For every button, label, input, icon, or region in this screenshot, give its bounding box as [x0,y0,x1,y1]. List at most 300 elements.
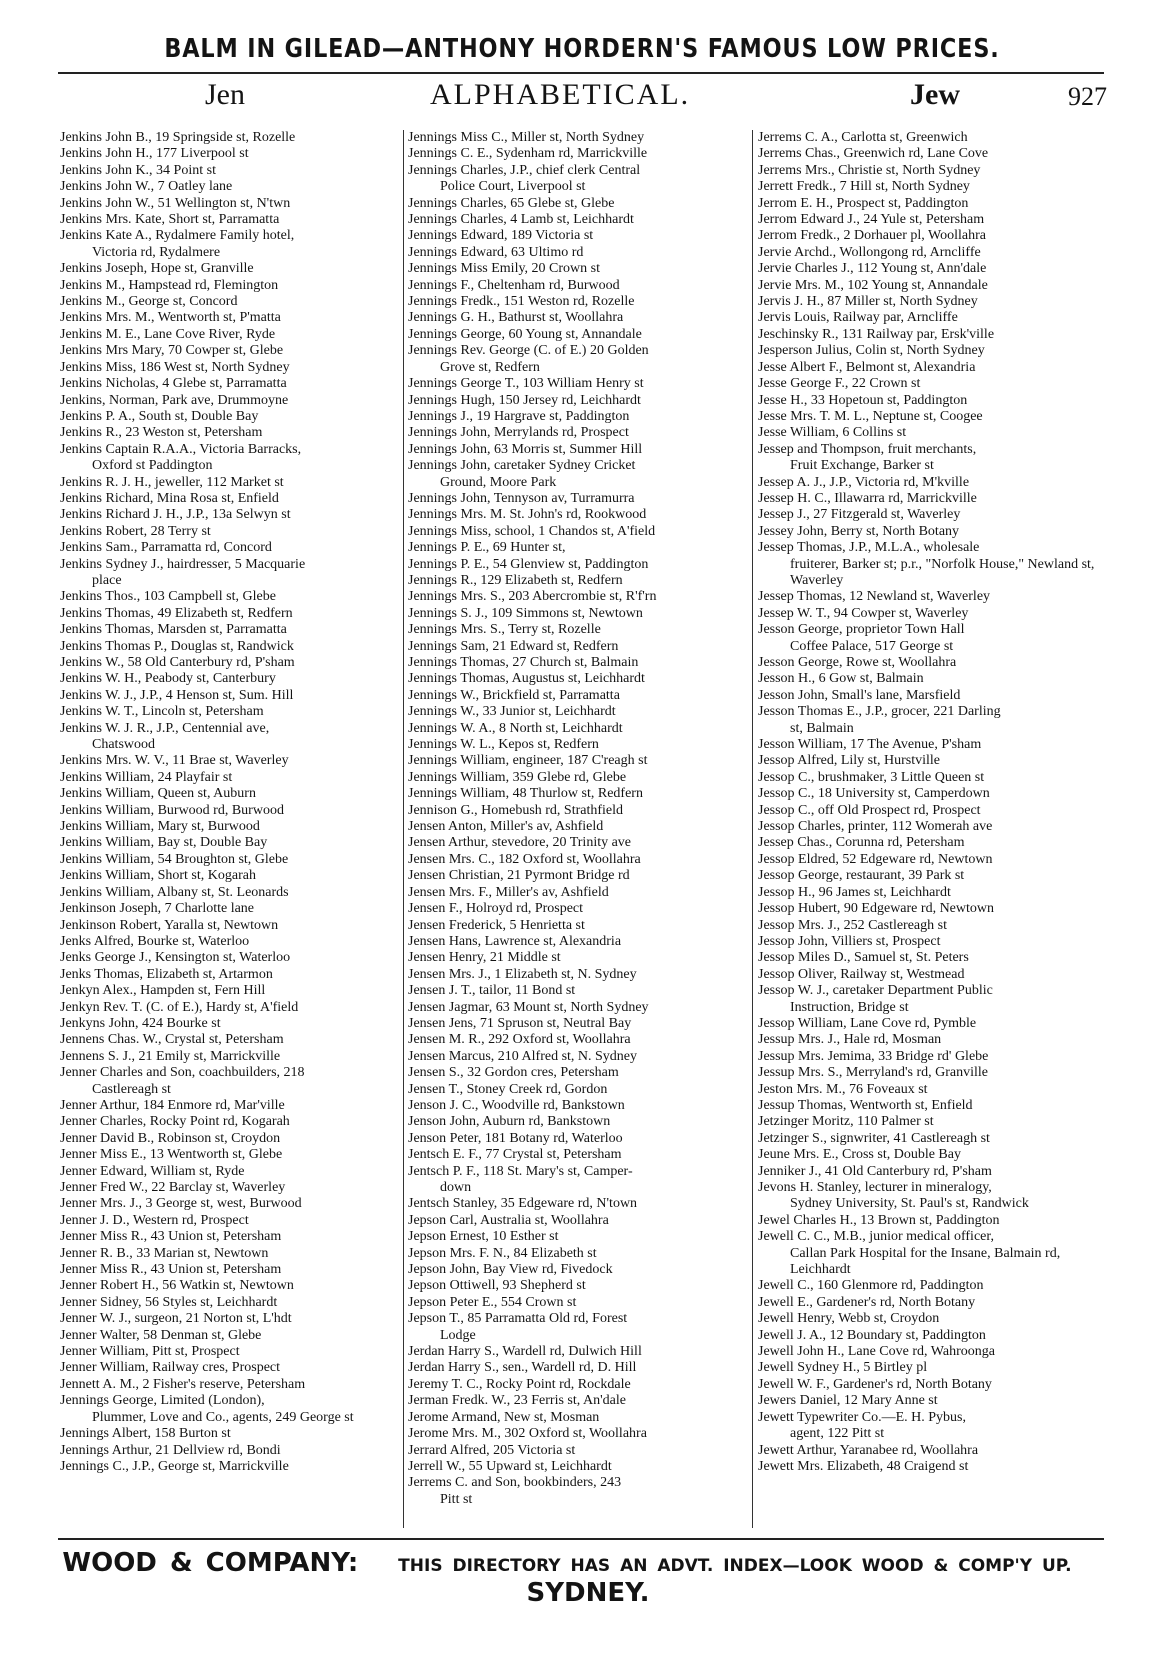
entry-text: Jenks Alfred, Bourke st, Waterloo [60,933,250,949]
entry-text: Jennings Mrs. S., 203 Abercrombie st, R'f'rn [408,589,657,605]
column-divider [752,130,753,1528]
directory-entry [408,606,748,622]
entry-continuation: Victoria rd, Rydalmere [92,244,221,260]
directory-entry [758,261,1108,277]
entry-text: Jenkyn Alex., Hampden st, Fern Hill [60,983,266,999]
entry-text: Jensen T., Stoney Creek rd, Gordon [408,1081,608,1097]
directory-entry [408,524,748,540]
directory-entry [758,622,1108,655]
directory-entry [408,1065,748,1081]
entry-text: Jessop Charles, printer, 112 Womerah ave [758,819,993,835]
directory-entry [60,130,400,146]
entry-text: Jenkins Mrs. Kate, Short st, Parramatta [60,212,280,228]
entry-text: Jensen M. R., 292 Oxford st, Woollahra [408,1032,631,1048]
entry-text: Jennings Hugh, 150 Jersey rd, Leichhardt [408,392,641,408]
directory-entry [758,1147,1108,1163]
header-first-word: Jen [205,78,245,111]
entry-text: Jenner William, Pitt st, Prospect [60,1344,240,1360]
entry-text: Jentsch P. F., 118 St. Mary's st, Camper- [408,1163,633,1179]
directory-entry [60,1065,400,1098]
directory-entry [758,409,1108,425]
directory-entry [60,1000,400,1016]
directory-entry [60,1393,400,1426]
directory-entry [60,967,400,983]
entry-text: Jesse H., 33 Hopetoun st, Paddington [758,392,968,408]
entry-text: Jerrom Fredk., 2 Dorhauer pl, Woollahra [758,228,986,244]
directory-entry [60,179,400,195]
directory-entry [60,803,400,819]
entry-text: Jenkins Thomas P., Douglas st, Randwick [60,638,294,654]
entry-continuation: down [440,1180,472,1195]
directory-entry [758,294,1108,310]
entry-text: Jepson T., 85 Parramatta Old rd, Forest [408,1311,628,1327]
entry-text: Jeune Mrs. E., Cross st, Double Bay [758,1147,961,1163]
entry-text: Jenkins William, 54 Broughton st, Glebe [60,851,289,867]
directory-entry [758,1393,1108,1409]
directory-entry [60,1278,400,1294]
directory-entry [408,146,748,162]
entry-text: Jesson William, 17 The Avenue, P'sham [758,737,982,753]
entry-text: Jessop Oliver, Railway st, Westmead [758,966,965,982]
entry-text: Jenner William, Railway cres, Prospect [60,1360,281,1376]
directory-entry [758,786,1108,802]
entry-text: Jennings John, Tennyson av, Turramurra [408,490,635,506]
entry-text: Jenkins W. J. R., J.P., Centennial ave, [60,720,270,736]
entry-text: Jerdan Harry S., Wardell rd, Dulwich Hill [408,1344,642,1360]
entry-text: Jepson John, Bay View rd, Fivedock [408,1262,613,1278]
directory-entry [758,360,1108,376]
directory-entry [758,425,1108,441]
entry-text: Jenkins P. A., South st, Double Bay [60,408,259,424]
entry-text: Jesse William, 6 Collins st [758,425,907,441]
entry-text: Jenner Miss R., 43 Union st, Petersham [60,1262,282,1278]
entry-text: Jenkins Sydney J., hairdresser, 5 Macquarie [60,556,306,572]
entry-text: Jennings George T., 103 William Henry st [408,376,644,392]
directory-entry [758,655,1108,671]
entry-text: Jessop C., brushmaker, 3 Little Queen st [758,769,985,785]
directory-entry [60,589,400,605]
directory-entry [60,409,400,425]
entry-text: Jensen Christian, 21 Pyrmont Bridge rd [408,868,630,884]
directory-entry [408,770,748,786]
entry-continuation: agent, 122 Pitt st [790,1426,885,1442]
directory-entry [408,343,748,376]
entry-text: Jenner Sidney, 56 Styles st, Leichhardt [60,1294,278,1310]
entry-text: Jenson J. C., Woodville rd, Bankstown [408,1097,625,1113]
entry-text: Jensen J. T., tailor, 11 Bond st [408,983,576,999]
directory-entry [60,1213,400,1229]
directory-entry [408,1278,748,1294]
entry-text: Jerrems C. A., Carlotta st, Greenwich [758,130,968,145]
directory-entry [408,721,748,737]
entry-text: Jennings Fredk., 151 Weston rd, Rozelle [408,294,635,310]
entry-text: Jennings Mrs. M. St. John's rd, Rookwood [408,507,647,523]
entry-text: Jerman Fredk. W., 23 Ferris st, An'dale [408,1393,626,1409]
entry-text: Jennings Arthur, 21 Dellview rd, Bondi [60,1442,281,1458]
entry-text: Jenkins William, 24 Playfair st [60,769,233,785]
entry-text: Jennings Thomas, 27 Church st, Balmain [408,655,639,670]
entry-text: Jessup Mrs. Jemima, 33 Bridge rd' Glebe [758,1048,989,1064]
directory-entry [758,1164,1108,1180]
directory-entry [60,1344,400,1360]
directory-entry [408,1196,748,1212]
entry-text: Jensen Jagmar, 63 Mount st, North Sydney [408,999,649,1015]
directory-entry [408,901,748,917]
entry-text: Jennings John, Merrylands rd, Prospect [408,425,629,441]
directory-entry [60,1016,400,1032]
directory-entry [60,835,400,851]
entry-text: Jennings John, caretaker Sydney Cricket [408,458,636,474]
directory-entry [758,1360,1108,1376]
directory-entry [60,376,400,392]
entry-continuation: Chatswood [92,737,155,753]
entry-text: Jennings William, 359 Glebe rd, Glebe [408,769,627,785]
directory-entry [758,1328,1108,1344]
entry-text: Jennings C., J.P., George st, Marrickville [60,1458,289,1474]
directory-entry [408,1459,748,1475]
entry-text: Jennings Miss, school, 1 Chandos st, A'field [408,523,656,539]
entry-text: Jesson George, Rowe st, Woollahra [758,655,957,670]
entry-text: Jewers Daniel, 12 Mary Anne st [758,1393,938,1409]
directory-entry [758,491,1108,507]
entry-text: Jennings R., 129 Elizabeth st, Redfern [408,572,623,588]
entry-text: Jewell C., 160 Glenmore rd, Paddington [758,1278,984,1294]
directory-entry [60,212,400,228]
directory-entry [408,786,748,802]
directory-entry [758,130,1108,146]
directory-entry [408,737,748,753]
directory-entry [60,146,400,162]
directory-entry [758,1016,1108,1032]
entry-text: Jesse Mrs. T. M. L., Neptune st, Coogee [758,408,983,424]
directory-entry [758,310,1108,326]
entry-text: Jenkins M., George st, Concord [60,294,238,310]
directory-entry [60,343,400,359]
entry-continuation: place [92,572,122,588]
directory-entry [758,1098,1108,1114]
entry-continuation: Ground, Moore Park [440,474,557,490]
directory-entry [758,1114,1108,1130]
entry-text: Jensen Marcus, 210 Alfred st, N. Sydney [408,1048,638,1064]
directory-entry [60,294,400,310]
top-rule [58,72,1104,74]
directory-entry [408,294,748,310]
entry-text: Jennings Rev. George (C. of E.) 20 Golden [408,343,649,359]
directory-entry [758,983,1108,1016]
directory-entry [408,261,748,277]
directory-entry [408,1131,748,1147]
entry-text: Jessop Eldred, 52 Edgeware rd, Newtown [758,851,993,867]
directory-entry [758,1082,1108,1098]
directory-entry [758,934,1108,950]
entry-text: Jenks George J., Kensington st, Waterloo [60,950,291,966]
entry-text: Jenkins Richard J. H., J.P., 13a Selwyn st [60,507,291,523]
entry-text: Jenkins William, Burwood rd, Burwood [60,802,284,818]
entry-text: Jerrom E. H., Prospect st, Paddington [758,195,969,211]
directory-entry [758,1278,1108,1294]
directory-entry [408,376,748,392]
directory-entry [60,1295,400,1311]
directory-entry [60,475,400,491]
directory-entry [60,1377,400,1393]
entry-text: Jenner Arthur, 184 Enmore rd, Mar'ville [60,1097,285,1113]
entry-text: Jennett A. M., 2 Fisher's reserve, Petersham [60,1376,306,1392]
directory-entry [60,1032,400,1048]
directory-entry [60,819,400,835]
entry-text: Jenner R. B., 33 Marian st, Newtown [60,1245,269,1261]
entry-continuation: Instruction, Bridge st [790,999,909,1015]
header-last-word: Jew [910,78,960,111]
directory-entry [408,1000,748,1016]
directory-entry [60,1311,400,1327]
entry-text: Jenner Fred W., 22 Barclay st, Waverley [60,1180,286,1195]
entry-text: Jetzinger Moritz, 110 Palmer st [758,1114,934,1130]
directory-entry [60,868,400,884]
directory-entry [408,1049,748,1065]
directory-entry [408,704,748,720]
directory-entry [758,343,1108,359]
directory-entry [408,819,748,835]
directory-entry [408,1426,748,1442]
entry-text: Jessop W. J., caretaker Department Public [758,983,993,999]
directory-entry [60,918,400,934]
entry-text: Jennings Miss C., Miller st, North Sydney [408,130,645,145]
directory-column-3 [758,130,1108,1530]
entry-text: Jessop Mrs. J., 252 Castlereagh st [758,917,947,933]
entry-text: Jenner Charles and Son, coachbuilders, 218 [60,1065,305,1081]
directory-entry [758,1377,1108,1393]
entry-text: Jenkins W. T., Lincoln st, Petersham [60,704,264,720]
entry-text: Jensen Hans, Lawrence st, Alexandria [408,933,622,949]
entry-text: Jennings William, 48 Thurlow st, Redfern [408,786,643,802]
entry-text: Jessep J., 27 Fitzgerald st, Waverley [758,507,961,523]
directory-entry [60,524,400,540]
entry-text: Jenner Charles, Rocky Point rd, Kogarah [60,1114,290,1130]
directory-entry [60,491,400,507]
directory-entry [408,918,748,934]
entry-text: Jesperson Julius, Colin st, North Sydney [758,343,985,359]
entry-text: Jewell J. A., 12 Boundary st, Paddington [758,1327,986,1343]
directory-entry [408,1262,748,1278]
entry-text: Jennings Charles, 4 Lamb st, Leichhardt [408,212,634,228]
entry-text: Jessey John, Berry st, North Botany [758,523,960,539]
entry-text: Jennings Thomas, Augustus st, Leichhardt [408,671,645,687]
entry-text: Jerdan Harry S., sen., Wardell rd, D. Hill [408,1360,637,1376]
directory-entry [408,491,748,507]
directory-entry [60,1360,400,1376]
directory-entry [408,1032,748,1048]
directory-entry [60,327,400,343]
directory-entry [408,753,748,769]
directory-entry [60,983,400,999]
entry-text: Jenner J. D., Western rd, Prospect [60,1212,249,1228]
entry-text: Jessep Thomas, 12 Newland st, Waverley [758,589,991,605]
entry-text: Jervis Louis, Railway par, Arncliffe [758,310,958,326]
directory-entry [758,1344,1108,1360]
directory-entry [758,327,1108,343]
directory-entry [758,475,1108,491]
directory-entry [758,1443,1108,1459]
directory-entry [408,327,748,343]
entry-text: Jenkins Thomas, Marsden st, Parramatta [60,622,287,638]
directory-entry [60,228,400,261]
entry-text: Jervis J. H., 87 Miller st, North Sydney [758,294,978,310]
directory-entry [60,786,400,802]
directory-entry [758,606,1108,622]
directory-entry [408,1213,748,1229]
directory-entry [408,885,748,901]
entry-text: Jenkins Mrs Mary, 70 Cowper st, Glebe [60,343,284,359]
entry-text: Jessup Thomas, Wentworth st, Enfield [758,1097,973,1113]
entry-text: Jessep W. T., 94 Cowper st, Waverley [758,605,969,621]
entry-text: Jervie Mrs. M., 102 Young st, Annandale [758,277,988,293]
entry-text: Jerrems Mrs., Christie st, North Sydney [758,162,981,178]
entry-text: Jentsch Stanley, 35 Edgeware rd, N'town [408,1196,638,1212]
directory-entry [408,212,748,228]
entry-text: Jennens S. J., 21 Emily st, Marrickville [60,1048,281,1064]
entry-continuation: Callan Park Hospital for the Insane, Balmain rd, Leichhardt [790,1245,1061,1278]
directory-entry [408,1229,748,1245]
entry-text: Jenkins John K., 34 Point st [60,162,216,178]
directory-entry [758,212,1108,228]
directory-entry [60,163,400,179]
entry-text: Jenkins W. J., J.P., 4 Henson st, Sum. Hill [60,687,294,703]
entry-text: Jesse George F., 22 Crown st [758,376,921,392]
directory-entry [758,1049,1108,1065]
directory-entry [408,589,748,605]
entry-continuation: Fruit Exchange, Barker st [790,458,934,474]
directory-entry [758,393,1108,409]
entry-text: Jensen Arthur, stevedore, 20 Trinity ave [408,835,632,851]
directory-entry [408,1377,748,1393]
directory-entry [408,1410,748,1426]
directory-entry [758,770,1108,786]
entry-text: Jensen Frederick, 5 Henrietta st [408,917,585,933]
entry-text: Jevons H. Stanley, lecturer in mineralogy, [758,1180,992,1195]
directory-entry [408,950,748,966]
entry-text: Jenkins John W., 51 Wellington st, N'twn [60,195,291,211]
entry-text: Jennings Charles, 65 Glebe st, Glebe [408,195,615,211]
directory-entry [758,376,1108,392]
entry-text: Jessop Alfred, Lily st, Hurstville [758,753,940,769]
directory-entry [60,1114,400,1130]
entry-text: Jesson H., 6 Gow st, Balmain [758,671,924,687]
entry-text: Jennens Chas. W., Crystal st, Petersham [60,1032,284,1048]
directory-entry [408,934,748,950]
directory-entry [408,1393,748,1409]
directory-entry [60,606,400,622]
directory-entry [60,557,400,590]
top-advertisement-banner: BALM IN GILEAD—ANTHONY HORDERN'S FAMOUS LOW PRICES. [164,34,1000,64]
directory-entry [758,507,1108,523]
entry-text: Jenkins M., Hampstead rd, Flemington [60,277,279,293]
entry-text: Jennings W. A., 8 North st, Leichhardt [408,720,623,736]
directory-entry [60,721,400,754]
directory-entry [60,261,400,277]
directory-entry [758,868,1108,884]
directory-entry [60,770,400,786]
directory-entry [408,1164,748,1197]
entry-text: Jeston Mrs. M., 76 Foveaux st [758,1081,928,1097]
entry-text: Jessep A. J., J.P., Victoria rd, M'kville [758,474,970,490]
directory-entry [60,360,400,376]
entry-text: Jenner Robert H., 56 Watkin st, Newtown [60,1278,294,1294]
entry-text: Jenkinson Joseph, 7 Charlotte lane [60,901,255,917]
entry-text: Jenson John, Auburn rd, Bankstown [408,1114,611,1130]
directory-entry [758,950,1108,966]
entry-text: Jensen F., Holroyd rd, Prospect [408,901,584,917]
directory-entry [758,803,1108,819]
entry-text: Jessop C., 18 University st, Camperdown [758,786,990,802]
entry-text: Jenkins John H., 177 Liverpool st [60,146,249,162]
entry-text: Jessop H., 96 James st, Leichhardt [758,884,951,900]
entry-text: Jepson Ernest, 10 Esther st [408,1229,559,1245]
entry-text: Jewell Sydney H., 5 Birtley pl [758,1360,928,1376]
directory-entry [60,1328,400,1344]
entry-text: Jennings G. H., Bathurst st, Woollahra [408,310,624,326]
directory-entry [408,1311,748,1344]
entry-text: Jerrems Chas., Greenwich rd, Lane Cove [758,146,989,162]
entry-text: Jessep Thomas, J.P., M.L.A., wholesale [758,540,980,556]
directory-entry [408,540,748,556]
directory-entry [408,507,748,523]
entry-text: Jennings Charles, J.P., chief clerk Central [408,162,641,178]
directory-entry [408,688,748,704]
entry-text: Jetzinger S., signwriter, 41 Castlereagh st [758,1130,990,1146]
directory-entry [408,655,748,671]
entry-text: Jenkins Miss, 186 West st, North Sydney [60,359,290,375]
directory-entry [60,1443,400,1459]
directory-entry [408,228,748,244]
directory-entry [758,737,1108,753]
entry-text: Jenkins W. H., Peabody st, Canterbury [60,671,276,687]
advertiser-city: SYDNEY. [526,1578,650,1608]
directory-entry [408,310,748,326]
entry-text: Jerrems C. and Son, bookbinders, 243 [408,1475,622,1491]
entry-text: Jessep Chas., Corunna rd, Petersham [758,835,965,851]
directory-entry [758,753,1108,769]
directory-entry [408,1475,748,1508]
directory-entry [758,852,1108,868]
entry-text: Jessop Hubert, 90 Edgeware rd, Newtown [758,901,994,917]
entry-continuation: Lodge [440,1327,476,1343]
directory-entry [60,688,400,704]
directory-entry [408,983,748,999]
entry-text: Jenson Peter, 181 Botany rd, Waterloo [408,1130,623,1146]
entry-text: Jennings George, 60 Young st, Annandale [408,326,642,342]
entry-text: Jenkins William, Queen st, Auburn [60,786,256,802]
entry-text: Jennings W., Brickfield st, Parramatta [408,687,620,703]
entry-continuation: Oxford st Paddington [92,458,213,474]
entry-text: Jerrell W., 55 Upward st, Leichhardt [408,1458,612,1474]
entry-text: Jentsch E. F., 77 Crystal st, Petersham [408,1147,622,1163]
entry-text: Jennings W., 33 Junior st, Leichhardt [408,704,616,720]
entry-text: Jenkins William, Mary st, Burwood [60,819,260,835]
entry-text: Jenkins William, Albany st, St. Leonards [60,884,289,900]
column-divider [403,130,404,1528]
directory-entry [408,245,748,261]
directory-entry [408,622,748,638]
entry-text: Jewell C. C., M.B., junior medical officer, [758,1229,994,1245]
entry-text: Jenkins W., 58 Old Canterbury rd, P'sham [60,655,295,670]
directory-entry [408,1082,748,1098]
entry-text: Jewett Arthur, Yaranabee rd, Woollahra [758,1442,979,1458]
entry-text: Jennings Edward, 189 Victoria st [408,228,594,244]
entry-continuation: Sydney University, St. Paul's st, Randwick [790,1196,1029,1212]
directory-entry [60,639,400,655]
directory-entry [758,918,1108,934]
entry-text: Jennings C. E., Sydenham rd, Marrickville [408,146,648,162]
